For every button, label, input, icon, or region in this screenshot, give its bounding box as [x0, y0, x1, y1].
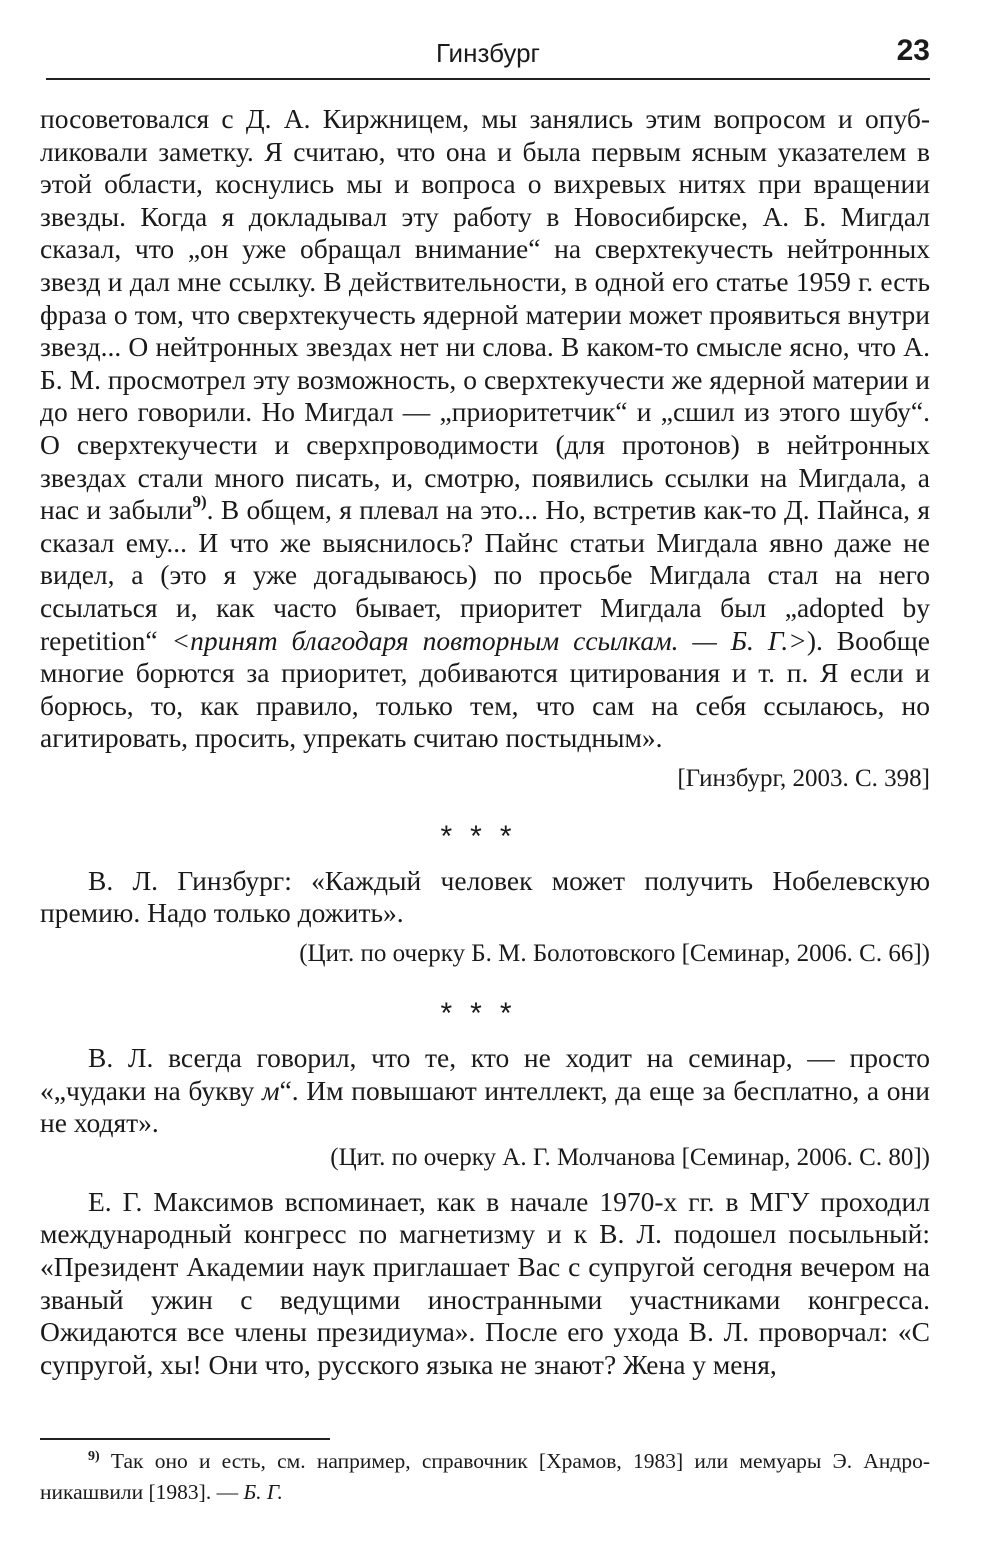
paragraph-nobel-quote: В. Л. Гинзбург: «Каждый человек может получить Нобелевскую премию. Надо только дожить».	[40, 864, 930, 929]
seminar-text-part-2: “. Им повышают интеллект, да еще за бесплатно, а они не ходят».	[40, 1074, 930, 1139]
footnote-marker: 9)	[88, 1449, 100, 1464]
paragraph-continued-quote	[40, 103, 930, 755]
seminar-text-part-1: В. Л. всегда говорил, что те, кто не ходит на семинар, — просто «„чудаки на букву	[40, 1042, 930, 1106]
footnote-9	[40, 1446, 930, 1508]
quote-text-part-3: ). Вообще многие борются за приоритет, добиваются цитирования и т. п. Я если и борюсь, то, как правило, только тем, что сам на себя ссылаюсь, но агитировать, просить, упрекать считаю постыдным».	[40, 624, 930, 754]
main-text	[40, 103, 930, 1381]
section-separator-1: ***	[440, 819, 530, 853]
source-citation-1: [Гинзбург, 2003. С. 398]	[677, 764, 930, 792]
editor-insertion: <принят благодаря повторным ссылкам. — Б. Г.>	[171, 624, 807, 656]
footnote-initials: Б. Г.	[243, 1480, 283, 1504]
quote-text-part-1: посоветовался с Д. А. Киржницем, мы занялись этим вопросом и опубликовали заметку. Я считаю, что она и была первым ясным указателем в этой области, коснулись мы и вопроса о вихревых нитях при вращении звезды. Когда я докладывал эту работу в Новосибирске, А. Б. Мигдал сказал, что „он уже обращал внимание“ на сверхтекучесть нейтронных звезд и дал мне ссылку. В действительности, в одной его статье 1959 г. есть фраза о том, что сверхтекучесть ядерной материи может проявиться внутри звезд... О нейтронных звездах нет ни слова. В каком-то смысле ясно, что А. Б. М. просмотрел эту возможность, о сверхтекучести же ядерной материи и до него говорили. Но Мигдал — „приоритетчик“ и „сшил из этого шубу“. О сверхтекучести и сверхпроводимости (для протонов) в нейтронных звездах стали много писать, и, смотрю, появились ссылки на Мигдала, а нас и забыли	[40, 103, 930, 526]
running-title: Гинзбург	[435, 38, 541, 68]
page-number: 23	[896, 34, 930, 67]
paragraph-maksimov-story: Е. Г. Максимов вспоминает, как в начале 1970-х гг. в МГУ проходил международный конгресс по магнетизму и к В. Л. подошел посыльный: «Президент Академии наук приглашает Вас с супругой сегодня вечером на званый ужин с ведущими иностранными участниками конгресса. Ожидаются все члены президиума». После его ухода В. Л. проворчал: «С супругой, хы! Они что, русского языка не знают? Жена у меня,	[40, 1185, 930, 1380]
footnote-text: Так оно и есть, см. например, справочник [Храмов, 1983] или мемуары Э. Андроникашвили [1983]. —	[40, 1449, 930, 1504]
footnote-divider	[40, 1438, 330, 1440]
page-header	[46, 30, 930, 80]
source-citation-3: (Цит. по очерку А. Г. Молчанова [Семинар, 2006. С. 80])	[330, 1143, 930, 1171]
section-separator-2: ***	[440, 997, 530, 1031]
source-citation-2: (Цит. по очерку Б. М. Болотовского [Семинар, 2006. С. 66])	[299, 940, 930, 968]
footnote-reference: 9)	[192, 492, 207, 512]
quote-text-part-2: . В общем, я плевал на это... Но, встретив как-то Д. Пайнса, я сказал ему... И что же выяснилось? Пайнс статьи Мигдала явно даже не видел, а (это я уже догадываюсь) по просьбе Мигдала стал на него ссылаться и, как часто бывает, приоритет Мигдала был „adopted by repetition“	[40, 494, 930, 656]
seminar-italic-letter: м	[261, 1074, 280, 1106]
paragraph-seminar-quote	[40, 1042, 930, 1140]
footnote-area	[40, 1446, 930, 1508]
